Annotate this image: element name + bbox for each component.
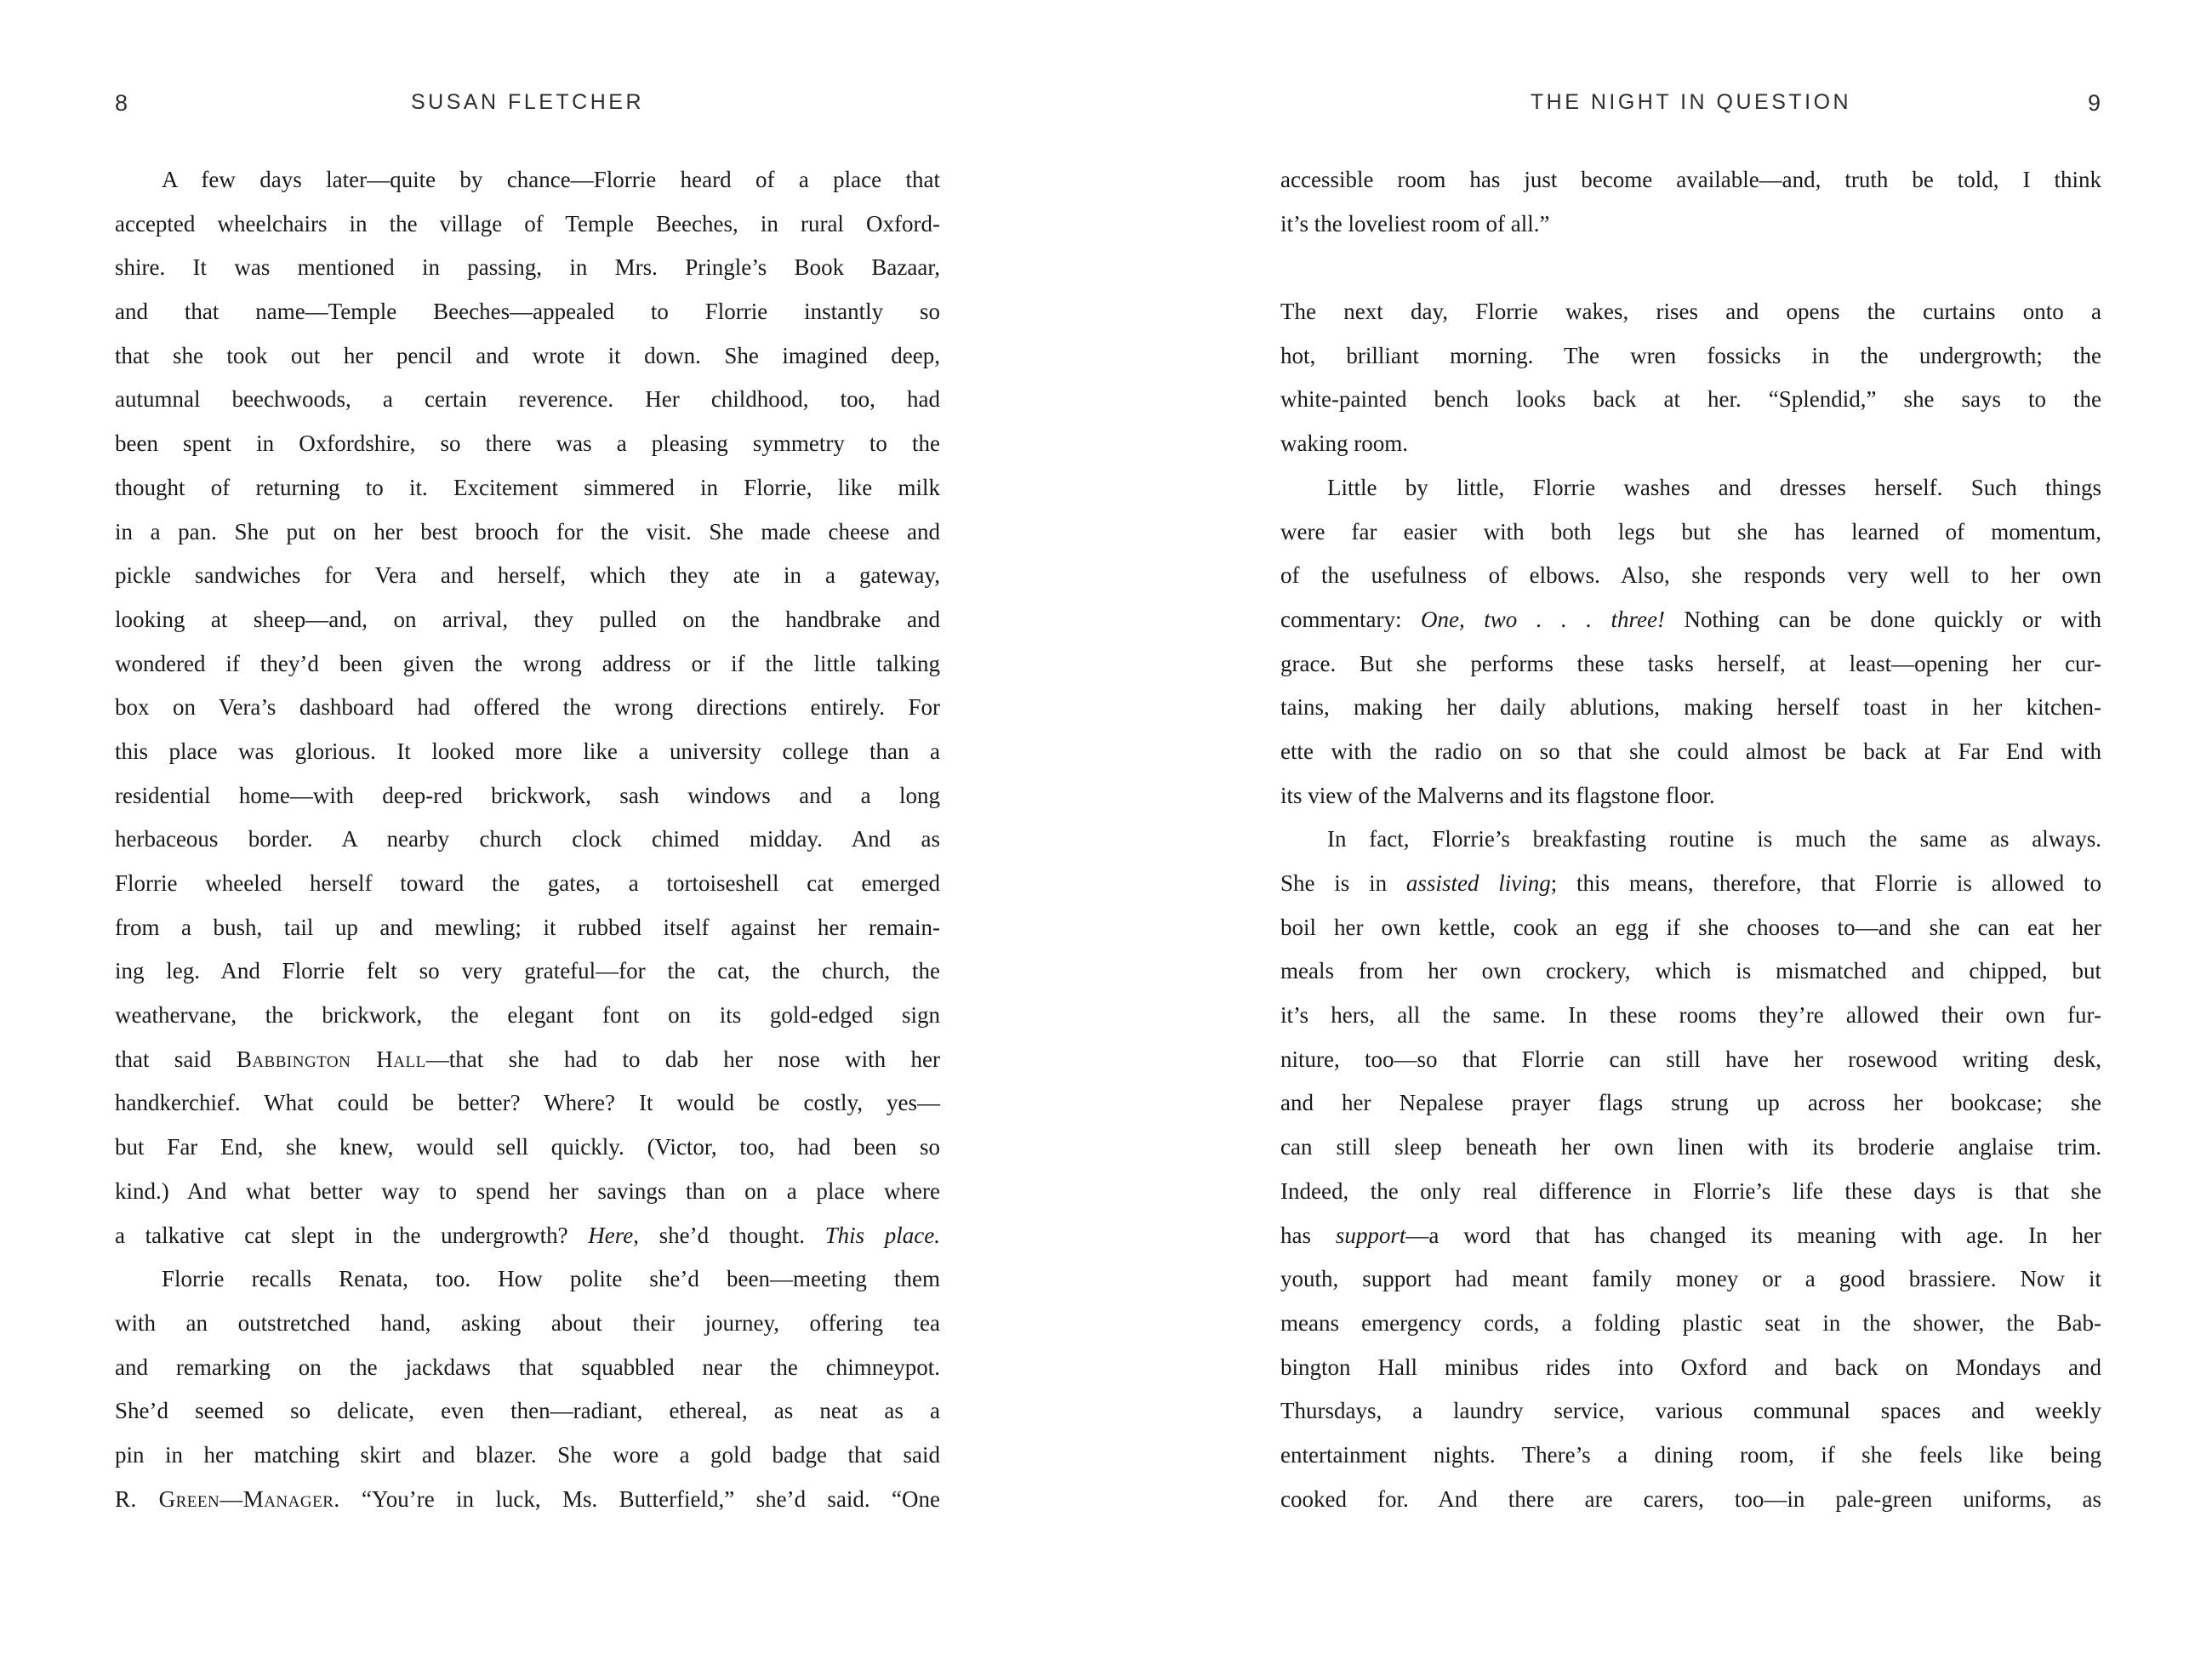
body-text: Indeed, the only real difference in Florrie’s life these days is that she [1280,1177,2101,1204]
right-running-header-row [1280,90,2101,115]
body-text: accepted wheelchairs in the village of Temple Beeches, in rural Oxford- [115,210,940,237]
body-text: “You’re in luck, Ms. Butterfield,” she’d said. “One [339,1485,940,1512]
body-text: She’d seemed so delicate, even then—radiant, ethereal, as neat as a [115,1398,940,1424]
body-text: In fact, Florrie’s breakfasting routine is much the same as always. [1327,826,2101,852]
body-text: that said [115,1046,237,1072]
body-text: meals from her own crockery, which is mismatched and chipped, but [1280,958,2101,984]
text-line [1280,290,2101,334]
text-line [115,642,940,687]
text-line [115,686,940,730]
body-text: in a pan. She put on her best brooch for the visit. She made cheese and [115,518,940,544]
body-text: residential home—with deep-red brickwork, sash windows and a long [115,782,940,808]
text-line [1280,1170,2101,1214]
text-line [1280,1126,2101,1170]
body-text: niture, too—so that Florrie can still have her rosewood writing desk, [1280,1046,2101,1072]
text-line [115,510,940,555]
body-text: A few days later—quite by chance—Florrie heard of a place that [162,167,940,192]
body-text: a talkative cat slept in the undergrowth? [115,1222,589,1248]
text-line [1280,1346,2101,1390]
text-line [115,862,940,906]
text-line [115,1434,940,1478]
body-text: —a word that has changed its meaning with age. In her [1405,1222,2101,1248]
body-text: commentary: [1280,606,1421,632]
body-text: autumnal beechwoods, a certain reverence. Her childhood, too, had [115,386,940,413]
right-running-header: THE NIGHT IN QUESTION [1530,90,1852,114]
body-text: tains, making her daily ablutions, making herself toast in her kitchen- [1280,694,2101,721]
right-page-body [1280,158,2101,1521]
body-text: with an outstretched hand, asking about their journey, offering tea [115,1309,940,1336]
text-line [1280,862,2101,906]
body-text: can still sleep beneath her own linen with its broderie anglaise trim. [1280,1134,2101,1160]
body-text: its view of the Malverns and its flagstone floor. [1280,782,1715,808]
text-line [115,422,940,466]
body-text: pin in her matching skirt and blazer. She wore a gold badge that said [115,1441,940,1468]
right-page [1106,0,2212,1659]
italic-text: assisted living [1405,870,1551,896]
text-line [1280,949,2101,994]
text-line [115,554,940,598]
body-text: accessible room has just become available—and, truth be told, I think [1280,167,2101,192]
text-line [1280,422,2101,466]
body-text: means emergency cords, a folding plastic seat in the shower, the Bab- [1280,1309,2101,1336]
body-text: , she’d thought. [633,1222,825,1248]
text-line [1280,510,2101,555]
text-line [1280,378,2101,422]
text-line [1280,1478,2101,1522]
body-text: Little by little, Florrie washes and dresses herself. Such things [1327,474,2101,500]
italic-text: support [1335,1222,1406,1248]
text-line [115,1302,940,1346]
text-line [115,994,940,1038]
text-line [1280,906,2101,950]
text-line [115,906,940,950]
text-line [115,334,940,379]
body-text: of the usefulness of elbows. Also, she responds very well to her own [1280,562,2101,589]
left-page-body [115,158,940,1521]
text-line [115,1081,940,1126]
text-line [1280,1434,2101,1478]
body-text: it’s the loveliest room of all.” [1280,210,1550,237]
body-text: bington Hall minibus rides into Oxford and back on Mondays and [1280,1354,2101,1380]
body-text: ette with the radio on so that she could almost be back at Far End with [1280,738,2101,764]
text-line [1280,466,2101,510]
text-line [115,290,940,334]
text-line [1280,158,2101,202]
right-page-number: 9 [2087,90,2101,116]
text-line [1280,202,2101,247]
body-text: were far easier with both legs but she has learned of momentum, [1280,518,2101,544]
italic-text: This place. [824,1222,940,1248]
body-text: Florrie wheeled herself toward the gates, a tortoiseshell cat emerged [115,870,940,896]
text-line [115,1038,940,1082]
text-line [115,1478,940,1522]
text-line [1280,1389,2101,1434]
text-line [115,202,940,247]
body-text: but Far End, she knew, would sell quickly. (Victor, too, had been so [115,1134,940,1160]
body-text: cooked for. And there are carers, too—in pale-green uniforms, as [1280,1485,2101,1512]
text-line [115,730,940,774]
text-line [115,1257,940,1302]
text-line [115,378,940,422]
body-text: has [1280,1222,1336,1248]
text-line [115,466,940,510]
body-text: waking room. [1280,430,1408,457]
text-line [1280,818,2101,862]
body-text: that she took out her pencil and wrote it down. She imagined deep, [115,342,940,368]
body-text: and her Nepalese prayer flags strung up across her bookcase; she [1280,1090,2101,1116]
text-line [1280,334,2101,379]
body-text: —that she had to dab her nose with her [425,1046,940,1072]
text-line [1280,774,2101,818]
body-text: and remarking on the jackdaws that squabbled near the chimneypot. [115,1354,940,1380]
body-text: box on Vera’s dashboard had offered the wrong directions entirely. For [115,694,940,721]
body-text: ing leg. And Florrie felt so very grateful—for the cat, the church, the [115,958,940,984]
body-text: grace. But she performs these tasks herself, at least—opening her cur- [1280,650,2101,676]
body-text: been spent in Oxfordshire, so there was a pleasing symmetry to the [115,430,940,457]
text-line [115,1126,940,1170]
left-running-header-row [115,90,940,115]
body-text: Florrie recalls Renata, too. How polite she’d been—meeting them [162,1266,940,1292]
body-text: herbaceous border. A nearby church clock chimed midday. And as [115,826,940,852]
body-text: youth, support had meant family money or a good brassiere. Now it [1280,1266,2101,1292]
body-text: white-painted bench looks back at her. “Splendid,” she says to the [1280,386,2101,413]
body-text: and that name—Temple Beeches—appealed to Florrie instantly so [115,299,940,325]
text-line [1280,642,2101,687]
text-line [115,949,940,994]
body-text: looking at sheep—and, on arrival, they pulled on the handbrake and [115,606,940,632]
text-line [1280,554,2101,598]
text-line [1280,1302,2101,1346]
text-line [115,774,940,818]
small-caps-text: R. Green—Manager. [115,1485,340,1512]
left-running-header: SUSAN FLETCHER [410,90,645,114]
text-line [1280,686,2101,730]
body-text: wondered if they’d been given the wrong address or if the little talking [115,650,940,676]
text-line [115,1214,940,1258]
text-line [1280,1038,2101,1082]
text-line [1280,598,2101,642]
body-text: kind.) And what better way to spend her savings than on a place where [115,1177,940,1204]
body-text: Thursdays, a laundry service, various communal spaces and weekly [1280,1398,2101,1424]
text-line [1280,994,2101,1038]
text-line [1280,730,2101,774]
text-line [1280,1257,2101,1302]
body-text: boil her own kettle, cook an egg if she chooses to—and she can eat her [1280,914,2101,940]
text-line [1280,1214,2101,1258]
text-line [115,246,940,290]
text-line [115,158,940,202]
body-text: from a bush, tail up and mewling; it rubbed itself against her remain- [115,914,940,940]
body-text: it’s hers, all the same. In these rooms they’re allowed their own fur- [1280,1002,2101,1029]
body-text: thought of returning to it. Excitement simmered in Florrie, like milk [115,474,940,500]
body-text: shire. It was mentioned in passing, in Mrs. Pringle’s Book Bazaar, [115,254,940,281]
small-caps-text: Babbington Hall [236,1046,426,1072]
text-line [115,1389,940,1434]
italic-text: One, two . . . three! [1420,606,1665,632]
body-text: this place was glorious. It looked more like a university college than a [115,738,940,764]
body-text: Nothing can be done quickly or with [1665,606,2102,632]
text-line [115,598,940,642]
body-text: ; this means, therefore, that Florrie is allowed to [1550,870,2102,896]
text-line [1280,1081,2101,1126]
body-text: The next day, Florrie wakes, rises and opens the curtains onto a [1280,299,2101,325]
body-text: entertainment nights. There’s a dining room, if she feels like being [1280,1441,2101,1468]
body-text: hot, brilliant morning. The wren fossicks in the undergrowth; the [1280,342,2101,368]
text-line [115,818,940,862]
text-line [115,1346,940,1390]
left-page-number: 8 [115,90,129,116]
body-text: pickle sandwiches for Vera and herself, which they ate in a gateway, [115,562,940,589]
body-text: She is in [1280,870,1406,896]
text-line [115,1170,940,1214]
italic-text: Here [588,1222,634,1248]
body-text: handkerchief. What could be better? Where? It would be costly, yes— [115,1090,940,1116]
body-text: weathervane, the brickwork, the elegant font on its gold-edged sign [115,1002,940,1029]
